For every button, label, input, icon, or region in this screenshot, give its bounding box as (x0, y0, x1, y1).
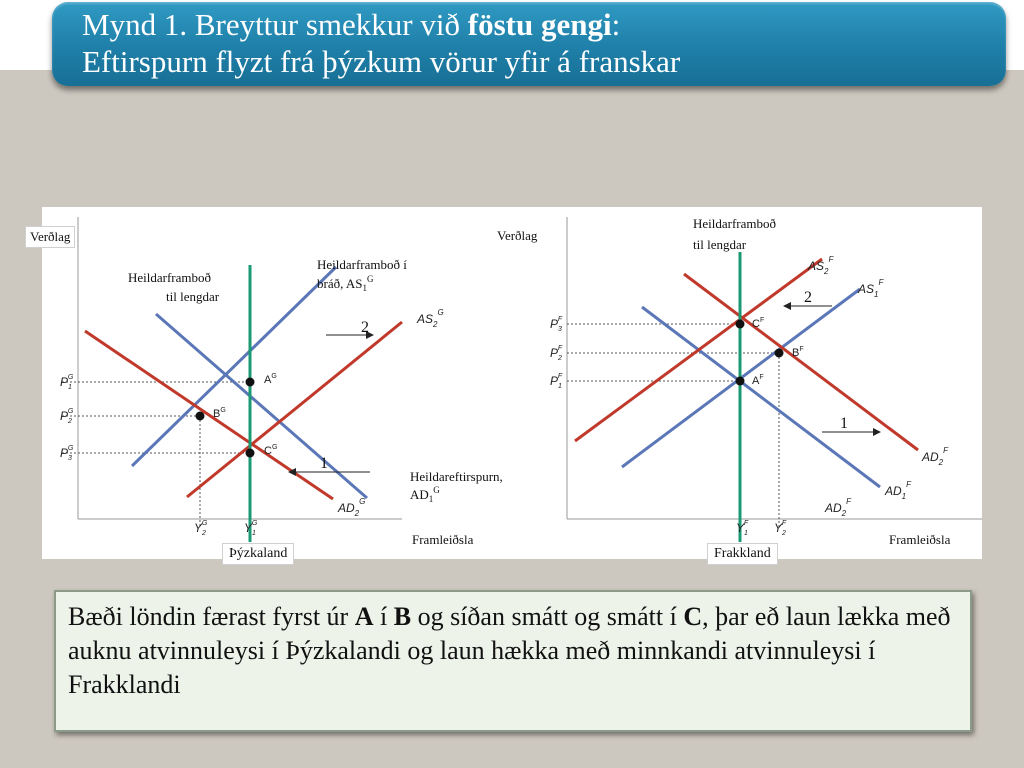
right-ad2-curve (684, 274, 918, 450)
right-tick-y2 (774, 520, 787, 537)
right-arrow-2-label: 2 (804, 289, 812, 306)
left-as2-text: AS (417, 312, 434, 326)
caption-bold-a: A (354, 602, 374, 631)
right-x-axis-label: Framleiðsla (889, 532, 951, 547)
left-p1-text: P (60, 375, 69, 389)
left-sras-sub: 1 (362, 283, 367, 293)
title-suffix: : (611, 7, 621, 42)
right-ad2-sup: F (943, 446, 949, 455)
left-p2-sub: 2 (68, 418, 72, 425)
right-p2-sup: F (557, 345, 563, 352)
left-lras-label-2: til lengdar (166, 289, 220, 304)
right-label-b (792, 346, 804, 359)
right-as1-text: AS (858, 282, 875, 296)
title-line-1 (82, 6, 1002, 43)
left-label-b (213, 407, 226, 420)
right-diagram (567, 217, 982, 542)
left-x-axis-label: Framleiðsla (412, 532, 474, 547)
right-ad2-sub: 2 (938, 458, 944, 467)
right-lras-label-1: Heildarframboð (693, 216, 777, 231)
right-p3-sub: 3 (558, 326, 562, 333)
caption-part-4: , þar eð laun lækka með auknu atvinnuleysi í Þýzkalandi og laun hækka með minnkandi atvinnuleysi í Frakklandi (68, 602, 951, 699)
right-label-a (752, 374, 764, 387)
left-y2-sub: 2 (202, 530, 206, 537)
left-ad2-sup: G (359, 497, 366, 506)
right-as2-label (807, 255, 834, 276)
right-lras-label-2: til lengdar (693, 237, 747, 252)
right-p2-text: P (550, 346, 559, 360)
caption-part-2: í (373, 602, 394, 631)
right-ad2-text: AD (922, 450, 939, 464)
left-c-sup: G (271, 444, 278, 451)
right-y2-text: Y (774, 521, 783, 535)
right-b-text: B (792, 347, 800, 359)
left-p1-sup: G (67, 374, 74, 381)
left-point-a (246, 378, 255, 387)
left-ad-text: AD (410, 487, 429, 502)
left-as1-curve (132, 267, 336, 466)
title-line-2: Eftirspurn flyzt frá þýzkum vörur yfir á franskar (82, 44, 681, 79)
right-tick-p3 (550, 316, 563, 333)
left-a-sup: G (271, 373, 277, 380)
right-tick-y1 (736, 520, 749, 537)
left-y1-text: Y (244, 521, 253, 535)
right-ad2-label (921, 446, 949, 467)
left-p2-sup: G (67, 408, 74, 415)
right-y1-sup: F (743, 520, 749, 527)
right-p1-sub: 1 (558, 383, 562, 390)
right-label-c (752, 317, 764, 330)
left-p3-sup: G (67, 445, 74, 452)
left-texts (60, 257, 503, 547)
caption-part-3: og síðan smátt og smátt í (411, 602, 684, 631)
left-a-text: A (264, 374, 272, 386)
left-point-c (246, 449, 255, 458)
right-ad1-label (884, 480, 912, 501)
left-p3-sub: 3 (68, 455, 72, 462)
right-as1-sub: 1 (874, 290, 879, 299)
right-as2-sub: 2 (824, 267, 829, 276)
right-b-sup: F (799, 346, 804, 353)
left-as2-sub: 2 (433, 320, 438, 329)
caption-bold-c: C (683, 602, 703, 631)
left-tick-y2 (194, 520, 208, 537)
right-as1-sup: F (878, 278, 884, 287)
left-c-text: C (264, 445, 272, 457)
right-y-axis-label: Verðlag (497, 228, 538, 243)
figure-panel (42, 207, 982, 559)
left-y2-sup: G (201, 520, 208, 527)
right-ad1-curve (642, 307, 880, 487)
left-ad2-text: AD (338, 501, 355, 515)
right-arrow-1-label: 1 (840, 415, 848, 432)
right-ad2b-text: AD (825, 501, 842, 515)
right-tick-p2 (550, 345, 563, 362)
right-c-sup: F (759, 317, 765, 324)
right-ad2-lower-label (824, 497, 852, 518)
left-sras-sup: G (367, 274, 374, 284)
right-point-c (736, 320, 745, 329)
right-y1-sub: 1 (744, 530, 748, 537)
left-sras-label-1: Heildarframboð í (317, 257, 407, 272)
right-as2-text: AS (808, 259, 825, 273)
left-country-label: Þýzkaland (222, 543, 294, 565)
right-p2-sub: 2 (558, 355, 562, 362)
left-ad-label-2 (410, 485, 440, 504)
right-y2-sub: 2 (782, 530, 786, 537)
left-ad2-sub: 2 (354, 509, 360, 518)
right-as2-sup: F (828, 255, 834, 264)
right-p3-text: P (550, 317, 559, 331)
left-p2-text: P (60, 409, 69, 423)
right-ad1-sup: F (906, 480, 912, 489)
right-ad1-sub: 1 (901, 492, 907, 501)
left-y-axis-label: Verðlag (25, 226, 75, 248)
left-as2-label (416, 308, 444, 329)
right-p1-text: P (550, 374, 559, 388)
right-ad1-text: AD (885, 484, 902, 498)
left-b-text: B (213, 408, 221, 420)
left-y2-text: Y (194, 521, 203, 535)
left-y1-sub: 1 (252, 530, 256, 537)
right-as1-label (857, 278, 884, 299)
right-a-sup: F (759, 374, 764, 381)
left-y1-sup: G (251, 520, 258, 527)
caption-part-1: Bæði löndin færast fyrst úr (68, 602, 355, 631)
right-y2-sup: F (781, 520, 787, 527)
right-p3-sup: F (557, 316, 563, 323)
title-prefix: Mynd 1. Breyttur smekkur við (82, 7, 468, 42)
caption-bold-b: B (393, 602, 412, 631)
right-country-label: Frakkland (707, 543, 778, 565)
caption-box (54, 590, 972, 732)
left-sras-label-text: bráð, AS (317, 276, 363, 291)
left-p1-sub: 1 (68, 384, 72, 391)
right-point-b (775, 349, 784, 358)
left-lras-label-1: Heildarframboð (128, 270, 212, 285)
slide-title (82, 6, 1002, 80)
left-ad2-label (337, 497, 365, 518)
left-b-sup: G (220, 407, 226, 414)
right-point-a (736, 377, 745, 386)
right-p1-sup: F (557, 373, 563, 380)
left-as2-sup: G (437, 308, 444, 317)
left-arrow-2-label: 2 (361, 319, 369, 336)
left-ad2-curve (85, 331, 333, 499)
left-tick-y1 (244, 520, 258, 537)
left-ad-sub: 1 (428, 494, 434, 504)
right-c-text: C (752, 318, 760, 330)
right-ad2b-sup: F (846, 497, 852, 506)
right-a-text: A (752, 375, 760, 387)
left-ad-label-1: Heildareftirspurn, (410, 469, 503, 484)
left-ad-sup: G (433, 485, 440, 495)
left-label-c (264, 444, 277, 457)
left-label-a (264, 373, 277, 386)
left-point-b (196, 412, 205, 421)
left-sras-label-2 (317, 274, 374, 293)
title-bold: föstu gengi (467, 7, 612, 42)
right-tick-p1 (550, 373, 563, 390)
right-ad2b-sub: 2 (841, 509, 847, 518)
left-arrow-1-label: 1 (320, 455, 328, 472)
right-y1-text: Y (736, 521, 745, 535)
left-p3-text: P (60, 446, 69, 460)
diagrams-svg (42, 207, 982, 559)
